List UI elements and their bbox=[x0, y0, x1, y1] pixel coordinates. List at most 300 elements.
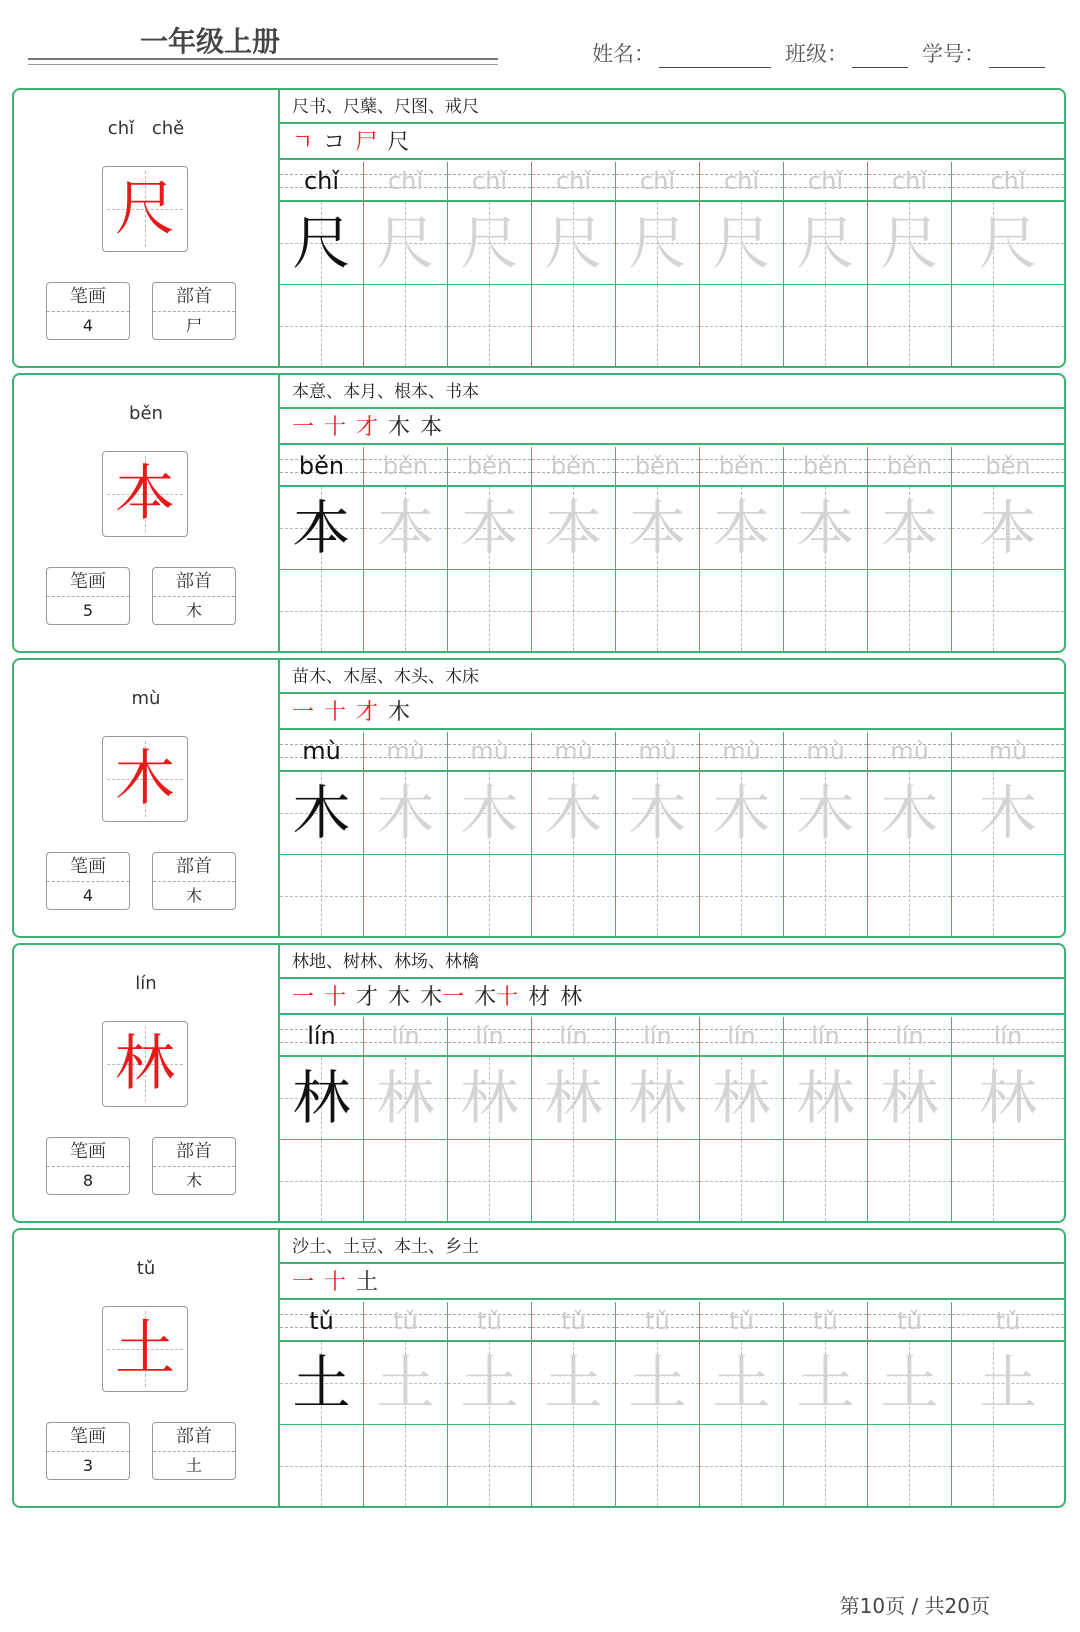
writing-cell[interactable] bbox=[532, 1057, 616, 1139]
grid-guide-horizontal bbox=[952, 326, 1064, 327]
writing-cell[interactable] bbox=[532, 1425, 616, 1506]
writing-cell[interactable] bbox=[532, 1140, 616, 1221]
pinyin-trace: tǔ bbox=[561, 1307, 586, 1335]
writing-cell[interactable] bbox=[448, 570, 532, 651]
writing-cell[interactable] bbox=[448, 202, 532, 284]
stroke-order-row bbox=[280, 126, 1064, 160]
pinyin-cell[interactable] bbox=[364, 1302, 448, 1340]
trace-character: 土 bbox=[544, 1349, 603, 1417]
trace-character: 林 bbox=[628, 1064, 687, 1132]
stroke-new: 一 bbox=[292, 1270, 315, 1295]
pinyin-cell[interactable] bbox=[616, 1017, 700, 1055]
writing-cell[interactable] bbox=[280, 855, 364, 936]
pinyin-cell[interactable] bbox=[700, 732, 784, 770]
stroke-count-box bbox=[46, 567, 130, 625]
writing-cell[interactable] bbox=[868, 202, 952, 284]
pinyin-cell[interactable] bbox=[448, 1017, 532, 1055]
model-character: 木 bbox=[292, 779, 351, 847]
pinyin-cell[interactable] bbox=[448, 1302, 532, 1340]
pinyin-cell[interactable] bbox=[700, 162, 784, 200]
trace-character: 尺 bbox=[796, 209, 855, 277]
writing-cell[interactable] bbox=[616, 855, 700, 936]
practice-panel bbox=[280, 90, 1064, 366]
model-character: 林 bbox=[292, 1064, 351, 1132]
radical-value: 土 bbox=[185, 1456, 202, 1475]
pinyin-practice-row bbox=[280, 447, 1064, 487]
pinyin-trace: tǔ bbox=[729, 1307, 754, 1335]
writing-cell[interactable] bbox=[952, 487, 1064, 569]
radical-label: 部首 bbox=[153, 1423, 235, 1452]
writing-cell[interactable] bbox=[952, 1140, 1064, 1221]
id-blank[interactable] bbox=[989, 43, 1045, 68]
grid-guide-horizontal bbox=[868, 1466, 951, 1467]
pinyin-cell[interactable] bbox=[700, 1302, 784, 1340]
pinyin-trace: chǐ bbox=[807, 167, 844, 195]
trace-character: 木 bbox=[796, 779, 855, 847]
grid-guide-horizontal bbox=[280, 326, 363, 327]
pinyin-trace: mù bbox=[988, 737, 1028, 765]
trace-character: 土 bbox=[880, 1349, 939, 1417]
grid-guide-horizontal bbox=[700, 896, 783, 897]
writing-cell[interactable] bbox=[364, 1140, 448, 1221]
writing-cell[interactable] bbox=[868, 285, 952, 366]
pinyin-trace: běn bbox=[382, 452, 429, 480]
writing-cell[interactable] bbox=[448, 1425, 532, 1506]
character-info-panel bbox=[14, 660, 280, 936]
pinyin-cell[interactable] bbox=[616, 162, 700, 200]
blank-practice-row bbox=[280, 570, 1064, 651]
stroke-step bbox=[356, 411, 378, 445]
writing-cell[interactable] bbox=[868, 570, 952, 651]
pinyin-practice-row bbox=[280, 1017, 1064, 1057]
grid-guide-horizontal bbox=[868, 896, 951, 897]
writing-cell[interactable] bbox=[364, 772, 448, 854]
radical-value: 尸 bbox=[185, 316, 202, 335]
pinyin-cell[interactable] bbox=[448, 447, 532, 485]
pinyin-cell[interactable] bbox=[532, 162, 616, 200]
writing-cell[interactable] bbox=[868, 487, 952, 569]
writing-cell[interactable] bbox=[868, 1425, 952, 1506]
grid-guide-horizontal bbox=[700, 1181, 783, 1182]
writing-cell[interactable] bbox=[700, 1425, 784, 1506]
writing-cell[interactable] bbox=[952, 1342, 1064, 1424]
character-info-panel bbox=[14, 375, 280, 651]
radical-box bbox=[152, 282, 236, 340]
radical-label: 部首 bbox=[153, 853, 235, 882]
grid-guide-horizontal bbox=[868, 611, 951, 612]
writing-cell[interactable] bbox=[532, 570, 616, 651]
stroke-step bbox=[356, 696, 378, 730]
title-underline bbox=[28, 58, 498, 60]
writing-cell[interactable] bbox=[952, 285, 1064, 366]
trace-character: 尺 bbox=[544, 209, 603, 277]
character-display-box bbox=[102, 1021, 188, 1107]
writing-cell[interactable] bbox=[784, 1057, 868, 1139]
writing-cell[interactable] bbox=[868, 1342, 952, 1424]
writing-cell[interactable] bbox=[448, 487, 532, 569]
writing-cell[interactable] bbox=[532, 487, 616, 569]
pinyin-cell[interactable] bbox=[280, 1017, 364, 1055]
pinyin-cell[interactable] bbox=[616, 1302, 700, 1340]
stroke-step bbox=[388, 696, 410, 730]
pinyin-cell[interactable] bbox=[532, 1302, 616, 1340]
pinyin-cell[interactable] bbox=[952, 1302, 1064, 1340]
stroke-done: 木 bbox=[388, 700, 411, 725]
pinyin-trace: tǔ bbox=[645, 1307, 670, 1335]
practice-panel bbox=[280, 945, 1064, 1221]
trace-character: 本 bbox=[978, 494, 1037, 562]
writing-cell[interactable] bbox=[364, 855, 448, 936]
writing-cell[interactable] bbox=[364, 1057, 448, 1139]
pinyin-cell[interactable] bbox=[700, 447, 784, 485]
writing-cell[interactable] bbox=[280, 487, 364, 569]
writing-cell[interactable] bbox=[952, 1425, 1064, 1506]
writing-cell[interactable] bbox=[700, 855, 784, 936]
pinyin-trace: mù bbox=[722, 737, 761, 765]
page-number: 第10页 / 共20页 bbox=[839, 1594, 990, 1618]
example-words: 沙土、土豆、本土、乡土 bbox=[280, 1230, 1064, 1264]
grid-guide-horizontal bbox=[700, 326, 783, 327]
writing-cell[interactable] bbox=[616, 1342, 700, 1424]
writing-cell[interactable] bbox=[280, 772, 364, 854]
class-blank[interactable] bbox=[852, 43, 908, 68]
writing-cell[interactable] bbox=[784, 772, 868, 854]
grid-guide-horizontal bbox=[784, 1181, 867, 1182]
writing-cell[interactable] bbox=[280, 570, 364, 651]
stroke-step bbox=[560, 981, 582, 1015]
trace-character: 林 bbox=[880, 1064, 939, 1132]
writing-cell[interactable] bbox=[532, 285, 616, 366]
pinyin-cell[interactable] bbox=[784, 1302, 868, 1340]
writing-cell[interactable] bbox=[784, 570, 868, 651]
writing-cell[interactable] bbox=[700, 487, 784, 569]
trace-character: 土 bbox=[376, 1349, 435, 1417]
stroke-step bbox=[388, 981, 410, 1015]
trace-character: 尺 bbox=[978, 209, 1037, 277]
character-card bbox=[12, 88, 1066, 368]
stroke-done: 尺 bbox=[387, 130, 410, 155]
writing-cell[interactable] bbox=[700, 1342, 784, 1424]
pinyin-cell[interactable] bbox=[868, 732, 952, 770]
pinyin-trace: lín bbox=[727, 1022, 756, 1050]
pinyin-cell[interactable] bbox=[952, 447, 1064, 485]
pinyin-trace: běn bbox=[886, 452, 933, 480]
pinyin-trace: tǔ bbox=[995, 1307, 1021, 1335]
writing-cell[interactable] bbox=[700, 772, 784, 854]
stroke-step bbox=[387, 126, 409, 160]
pinyin-cell[interactable] bbox=[364, 1017, 448, 1055]
writing-cell[interactable] bbox=[952, 855, 1064, 936]
writing-cell[interactable] bbox=[280, 1057, 364, 1139]
writing-cell[interactable] bbox=[364, 570, 448, 651]
writing-cell[interactable] bbox=[868, 1057, 952, 1139]
blank-practice-row bbox=[280, 1425, 1064, 1506]
writing-cell[interactable] bbox=[448, 1057, 532, 1139]
pinyin-trace: mù bbox=[386, 737, 425, 765]
writing-cell[interactable] bbox=[364, 487, 448, 569]
model-character: 土 bbox=[292, 1349, 351, 1417]
stroke-count-box bbox=[46, 1422, 130, 1480]
pinyin-cell[interactable] bbox=[280, 447, 364, 485]
trace-row bbox=[280, 772, 1064, 855]
pinyin-trace: lín bbox=[895, 1022, 924, 1050]
grid-guide-horizontal bbox=[532, 326, 615, 327]
writing-cell[interactable] bbox=[448, 772, 532, 854]
name-blank[interactable] bbox=[659, 43, 771, 68]
character-card bbox=[12, 1228, 1066, 1508]
stroke-step bbox=[323, 126, 345, 160]
grid-guide-horizontal bbox=[616, 896, 699, 897]
writing-cell[interactable] bbox=[952, 1057, 1064, 1139]
stroke-done: 才 bbox=[356, 985, 379, 1010]
writing-cell[interactable] bbox=[532, 1342, 616, 1424]
pinyin-trace: chǐ bbox=[555, 167, 592, 195]
pinyin-trace: lín bbox=[993, 1022, 1023, 1050]
writing-cell[interactable] bbox=[616, 202, 700, 284]
pinyin-trace: běn bbox=[718, 452, 765, 480]
stroke-count-label: 笔画 bbox=[47, 1138, 129, 1167]
grid-guide-horizontal bbox=[616, 611, 699, 612]
writing-cell[interactable] bbox=[616, 1140, 700, 1221]
pinyin-cell[interactable] bbox=[280, 732, 364, 770]
character-pinyin: lín bbox=[135, 973, 157, 994]
radical-value: 木 bbox=[185, 1171, 202, 1190]
character-pinyin: mù bbox=[131, 688, 161, 709]
stroke-done: コ bbox=[323, 130, 346, 155]
trace-character: 土 bbox=[796, 1349, 855, 1417]
blank-practice-row bbox=[280, 285, 1064, 366]
writing-cell[interactable] bbox=[616, 1425, 700, 1506]
trace-character: 土 bbox=[628, 1349, 687, 1417]
trace-character: 尺 bbox=[628, 209, 687, 277]
grid-guide-horizontal bbox=[448, 1181, 531, 1182]
pinyin-cell[interactable] bbox=[532, 447, 616, 485]
pinyin-cell[interactable] bbox=[364, 447, 448, 485]
pinyin-trace: tǔ bbox=[309, 1307, 334, 1335]
writing-cell[interactable] bbox=[952, 202, 1064, 284]
grid-guide-horizontal bbox=[280, 1466, 363, 1467]
writing-cell[interactable] bbox=[616, 487, 700, 569]
writing-cell[interactable] bbox=[616, 1057, 700, 1139]
trace-character: 木 bbox=[544, 779, 603, 847]
writing-cell[interactable] bbox=[868, 855, 952, 936]
radical-label: 部首 bbox=[153, 1138, 235, 1167]
radical-label: 部首 bbox=[153, 568, 235, 597]
pinyin-cell[interactable] bbox=[280, 162, 364, 200]
trace-row bbox=[280, 487, 1064, 570]
writing-cell[interactable] bbox=[616, 772, 700, 854]
writing-cell[interactable] bbox=[532, 202, 616, 284]
writing-cell[interactable] bbox=[448, 1140, 532, 1221]
writing-cell[interactable] bbox=[700, 285, 784, 366]
stroke-step bbox=[420, 981, 464, 1015]
writing-cell[interactable] bbox=[364, 202, 448, 284]
radical-box bbox=[152, 1137, 236, 1195]
pinyin-cell[interactable] bbox=[700, 1017, 784, 1055]
writing-cell[interactable] bbox=[532, 855, 616, 936]
stroke-new: ㄱ bbox=[292, 130, 314, 155]
model-character: 本 bbox=[292, 494, 351, 562]
writing-cell[interactable] bbox=[280, 1342, 364, 1424]
writing-cell[interactable] bbox=[700, 1140, 784, 1221]
student-info-fields bbox=[592, 38, 1059, 68]
pinyin-cell[interactable] bbox=[532, 732, 616, 770]
writing-cell[interactable] bbox=[700, 202, 784, 284]
stroke-count-value: 4 bbox=[82, 316, 94, 335]
pinyin-trace: mù bbox=[806, 737, 845, 765]
writing-cell[interactable] bbox=[448, 285, 532, 366]
pinyin-cell[interactable] bbox=[952, 162, 1064, 200]
trace-character: 林 bbox=[376, 1064, 435, 1132]
writing-cell[interactable] bbox=[280, 202, 364, 284]
stroke-step bbox=[324, 411, 346, 445]
pinyin-cell[interactable] bbox=[280, 1302, 364, 1340]
id-field[interactable] bbox=[922, 38, 1045, 68]
writing-cell[interactable] bbox=[448, 855, 532, 936]
trace-character: 本 bbox=[628, 494, 687, 562]
writing-cell[interactable] bbox=[784, 1140, 868, 1221]
character-red: 林 bbox=[115, 1029, 175, 1099]
stroke-step bbox=[324, 1266, 346, 1300]
pinyin-trace: tǔ bbox=[897, 1307, 922, 1335]
stroke-done: 材 bbox=[528, 985, 551, 1010]
stroke-new: 一 bbox=[292, 700, 315, 725]
trace-character: 本 bbox=[544, 494, 603, 562]
radical-value: 木 bbox=[185, 601, 202, 620]
name-label: 姓名： bbox=[592, 42, 655, 66]
stroke-done: 木 bbox=[388, 985, 411, 1010]
writing-cell[interactable] bbox=[280, 1140, 364, 1221]
model-character: 尺 bbox=[292, 209, 351, 277]
character-display-box bbox=[102, 1306, 188, 1392]
character-red: 土 bbox=[115, 1314, 175, 1384]
stroke-step bbox=[324, 696, 346, 730]
stroke-count-box bbox=[46, 282, 130, 340]
character-pinyin: chǐ chě bbox=[107, 118, 185, 139]
stroke-count-label: 笔画 bbox=[47, 1423, 129, 1452]
radical-box bbox=[152, 1422, 236, 1480]
pinyin-cell[interactable] bbox=[448, 732, 532, 770]
writing-cell[interactable] bbox=[784, 855, 868, 936]
grid-guide-horizontal bbox=[784, 1466, 867, 1467]
writing-cell[interactable] bbox=[784, 1425, 868, 1506]
trace-character: 林 bbox=[460, 1064, 519, 1132]
stroke-done: 木 bbox=[388, 415, 411, 440]
writing-cell[interactable] bbox=[784, 285, 868, 366]
writing-cell[interactable] bbox=[280, 285, 364, 366]
stroke-step bbox=[292, 981, 314, 1015]
pinyin-trace: lín bbox=[475, 1022, 504, 1050]
grid-guide-horizontal bbox=[448, 611, 531, 612]
writing-cell[interactable] bbox=[784, 202, 868, 284]
pinyin-trace: tǔ bbox=[393, 1307, 418, 1335]
trace-character: 木 bbox=[460, 779, 519, 847]
character-card bbox=[12, 373, 1066, 653]
pinyin-cell[interactable] bbox=[616, 447, 700, 485]
stroke-new: 十 bbox=[324, 1270, 347, 1295]
writing-cell[interactable] bbox=[448, 1342, 532, 1424]
pinyin-cell[interactable] bbox=[784, 447, 868, 485]
stroke-count-label: 笔画 bbox=[47, 568, 129, 597]
writing-cell[interactable] bbox=[280, 1425, 364, 1506]
writing-cell[interactable] bbox=[364, 1425, 448, 1506]
grid-guide-horizontal bbox=[280, 1181, 363, 1182]
class-field[interactable] bbox=[785, 38, 908, 68]
pinyin-cell[interactable] bbox=[868, 162, 952, 200]
writing-cell[interactable] bbox=[868, 1140, 952, 1221]
stroke-order-row bbox=[280, 696, 1064, 730]
pinyin-cell[interactable] bbox=[952, 732, 1064, 770]
stroke-step bbox=[355, 126, 377, 160]
grid-guide-horizontal bbox=[700, 1466, 783, 1467]
writing-cell[interactable] bbox=[616, 285, 700, 366]
character-red: 本 bbox=[115, 459, 175, 529]
grid-guide-horizontal bbox=[952, 611, 1064, 612]
pinyin-cell[interactable] bbox=[952, 1017, 1064, 1055]
trace-character: 尺 bbox=[376, 209, 435, 277]
writing-cell[interactable] bbox=[952, 772, 1064, 854]
stroke-step bbox=[420, 411, 442, 445]
stroke-count-label: 笔画 bbox=[47, 283, 129, 312]
pinyin-cell[interactable] bbox=[364, 732, 448, 770]
title-underline-thin bbox=[28, 64, 498, 65]
writing-cell[interactable] bbox=[616, 570, 700, 651]
writing-cell[interactable] bbox=[364, 1342, 448, 1424]
pinyin-cell[interactable] bbox=[784, 732, 868, 770]
example-words: 林地、树林、林场、林檎 bbox=[280, 945, 1064, 979]
writing-cell[interactable] bbox=[700, 570, 784, 651]
pinyin-trace: lín bbox=[559, 1022, 588, 1050]
pinyin-cell[interactable] bbox=[868, 447, 952, 485]
stroke-new: 十 bbox=[324, 985, 347, 1010]
pinyin-cell[interactable] bbox=[364, 162, 448, 200]
stroke-done: 土 bbox=[356, 1270, 379, 1295]
grid-guide-horizontal bbox=[784, 896, 867, 897]
pinyin-cell[interactable] bbox=[868, 1302, 952, 1340]
pinyin-cell[interactable] bbox=[448, 162, 532, 200]
writing-cell[interactable] bbox=[784, 487, 868, 569]
trace-character: 土 bbox=[460, 1349, 519, 1417]
writing-cell[interactable] bbox=[952, 570, 1064, 651]
pinyin-trace: tǔ bbox=[477, 1307, 502, 1335]
pinyin-trace: lín bbox=[391, 1022, 420, 1050]
pinyin-trace: tǔ bbox=[813, 1307, 838, 1335]
stroke-count-value: 4 bbox=[82, 886, 94, 905]
pinyin-cell[interactable] bbox=[532, 1017, 616, 1055]
writing-cell[interactable] bbox=[700, 1057, 784, 1139]
pinyin-trace: mù bbox=[890, 737, 929, 765]
writing-cell[interactable] bbox=[364, 285, 448, 366]
pinyin-cell[interactable] bbox=[784, 162, 868, 200]
trace-row bbox=[280, 202, 1064, 285]
pinyin-cell[interactable] bbox=[616, 732, 700, 770]
stroke-done: 本 bbox=[420, 415, 443, 440]
writing-cell[interactable] bbox=[784, 1342, 868, 1424]
trace-character: 林 bbox=[978, 1064, 1037, 1132]
writing-cell[interactable] bbox=[868, 772, 952, 854]
pinyin-cell[interactable] bbox=[784, 1017, 868, 1055]
trace-character: 林 bbox=[712, 1064, 771, 1132]
grid-guide-horizontal bbox=[784, 611, 867, 612]
grid-guide-horizontal bbox=[868, 326, 951, 327]
writing-cell[interactable] bbox=[532, 772, 616, 854]
pinyin-trace: chǐ bbox=[891, 167, 928, 195]
name-field[interactable] bbox=[592, 38, 771, 68]
grid-guide-horizontal bbox=[364, 1466, 447, 1467]
trace-character: 尺 bbox=[712, 209, 771, 277]
pinyin-cell[interactable] bbox=[868, 1017, 952, 1055]
stroke-new: 才 bbox=[356, 415, 379, 440]
